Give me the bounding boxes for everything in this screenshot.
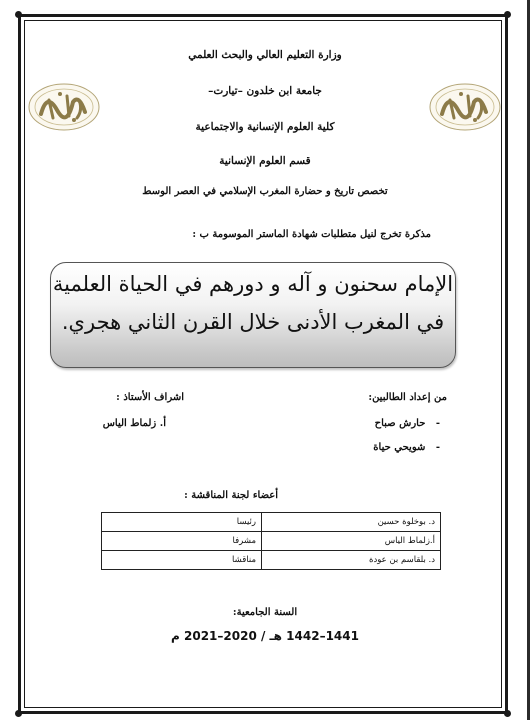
supervisor-name: أ. زلماط الياس	[102, 418, 166, 429]
member-role: مناقشا	[102, 551, 262, 570]
thesis-title-line-1: الإمام سحنون و آله و دورهم في الحياة العلمية	[52, 272, 454, 296]
faculty-name: كلية العلوم الإنسانية والاجتماعية	[195, 121, 335, 133]
corner-dot	[15, 710, 22, 717]
thesis-title-line-2: في المغرب الأدنى خلال القرن الثاني هجري.	[61, 310, 445, 334]
student-name-1	[375, 418, 440, 429]
department-name: قسم العلوم الإنسانية	[219, 155, 311, 167]
table-row	[102, 551, 441, 570]
ministry-name: وزارة التعليم العالي والبحث العلمي	[188, 49, 342, 61]
committee-table	[101, 512, 441, 570]
university-name: جامعة ابن خلدون –تيارت–	[208, 85, 322, 97]
corner-dot	[504, 710, 511, 717]
member-name: د. بلقاسم بن عودة	[262, 551, 441, 570]
committee-heading: أعضاء لجنة المناقشة :	[184, 490, 278, 501]
students-heading: من إعداد الطالبين:	[368, 392, 447, 403]
academic-year-label: السنة الجامعية:	[232, 607, 298, 618]
student-name-2	[373, 442, 440, 453]
table-row	[102, 532, 441, 551]
list-dash: -	[425, 418, 440, 429]
academic-year-value: 1441–1442 هـ / 2020–2021 م	[171, 629, 359, 643]
memo-intro: مذكرة تخرج لنيل متطلبات شهادة الماستر الموسومة ب :	[192, 229, 431, 240]
corner-dot	[504, 11, 511, 18]
list-dash: -	[425, 442, 440, 453]
student-name: شويحي حياة	[373, 442, 426, 453]
supervisor-heading: اشراف الأستاذ :	[116, 392, 184, 403]
corner-dot	[15, 11, 22, 18]
member-name: أ.زلماط الياس	[262, 532, 441, 551]
specialty-name: تخصص تاريخ و حضارة المغرب الإسلامي في العصر الوسط	[142, 186, 388, 197]
member-role: رئيسا	[102, 513, 262, 532]
table-row	[102, 513, 441, 532]
student-name: حارش صباح	[374, 418, 426, 429]
member-role: مشرفا	[102, 532, 262, 551]
member-name: د. بوخلوة حسين	[262, 513, 441, 532]
